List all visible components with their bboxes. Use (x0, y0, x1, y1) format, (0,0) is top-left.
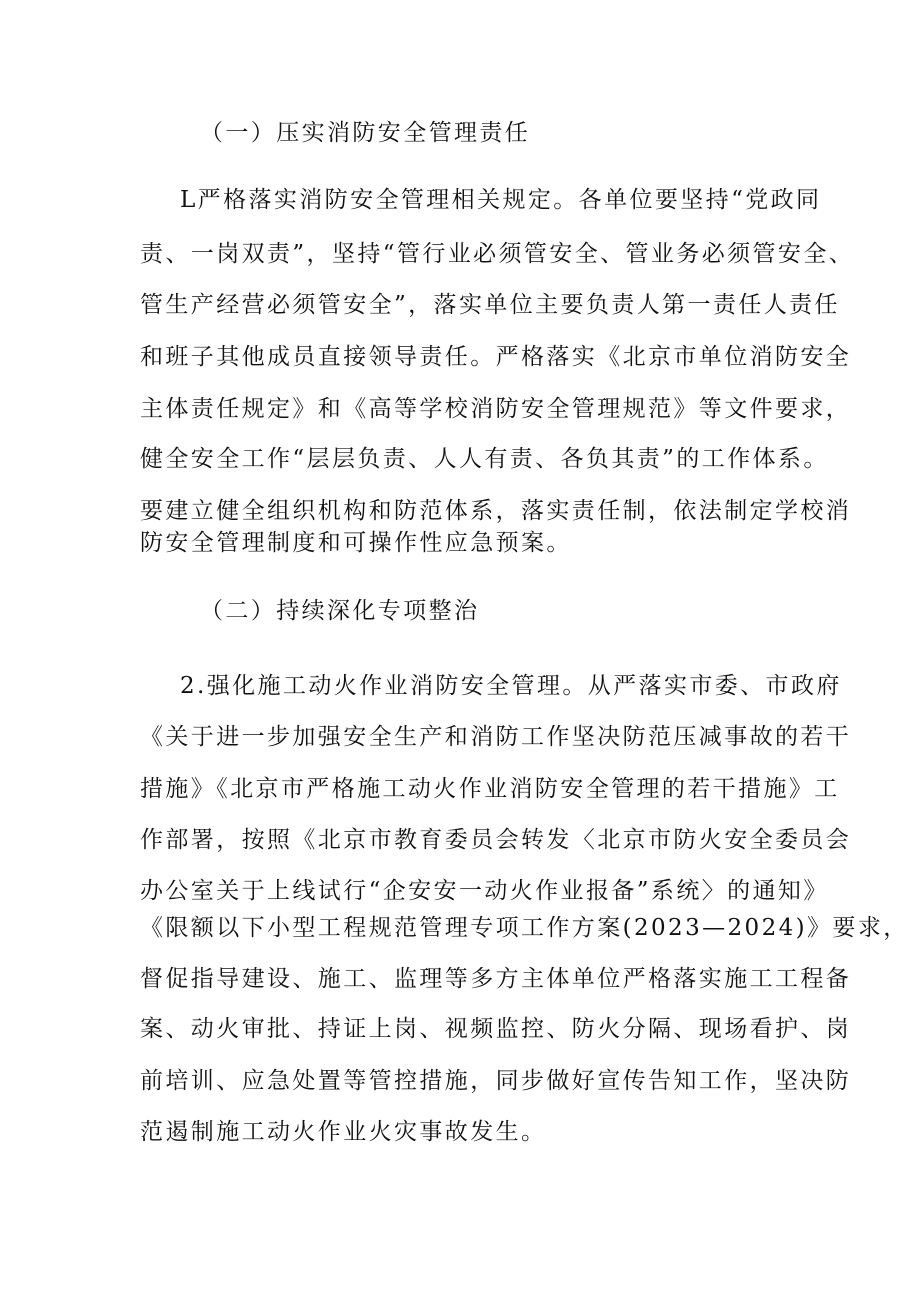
paragraph-line: 和班子其他成员直接领导责任。严格落实《北京市单位消防安全 (140, 344, 852, 370)
paragraph-line: 办公室关于上线试行“企安安一动火作业报备”系统〉的通知》 (140, 878, 829, 904)
paragraph-line: 《关于进一步加强安全生产和消防工作坚决防范压减事故的若干 (140, 724, 852, 750)
section-2-heading: （二）持续深化专项整治 (200, 598, 480, 624)
paragraph-line: 督促指导建设、施工、监理等多方主体单位严格落实施工工程备 (140, 966, 852, 992)
paragraph-line: 2.强化施工动火作业消防安全管理。从严落实市委、市政府 (180, 673, 842, 699)
paragraph-line: 管生产经营必须管安全”，落实单位主要负责人第一责任人责任 (140, 292, 840, 318)
paragraph-line: 案、动火审批、持证上岗、视频监控、防火分隔、现场看护、岗 (140, 1016, 852, 1042)
paragraph-line: 范遏制施工动火作业火灾事故发生。 (140, 1119, 547, 1145)
paragraph-line: 责、一岗双责”，坚持“管行业必须管安全、管业务必须管安全、 (140, 241, 855, 267)
paragraph-line: 作部署，按照《北京市教育委员会转发〈北京市防火安全委员会 (140, 827, 852, 853)
paragraph-line: 《限额以下小型工程规范管理专项工作方案(2023—2024)》要求， (140, 915, 909, 941)
paragraph-line: L严格落实消防安全管理相关规定。各单位要坚持“党政同 (180, 187, 822, 213)
section-1-heading: （一）压实消防安全管理责任 (200, 120, 531, 146)
paragraph-line: 前培训、应急处置等管控措施，同步做好宣传告知工作，坚决防 (140, 1068, 852, 1094)
paragraph-line: 健全安全工作“层层负责、人人有责、各负其责”的工作体系。 (140, 446, 829, 472)
paragraph-line: 措施》《北京市严格施工动火作业消防安全管理的若干措施》工 (140, 776, 840, 802)
paragraph-line: 要建立健全组织机构和防范体系，落实责任制，依法制定学校消 (140, 498, 852, 524)
paragraph-line: 防安全管理制度和可操作性应急预案。 (140, 530, 572, 556)
paragraph-line: 主体责任规定》和《高等学校消防安全管理规范》等文件要求， (140, 396, 852, 422)
